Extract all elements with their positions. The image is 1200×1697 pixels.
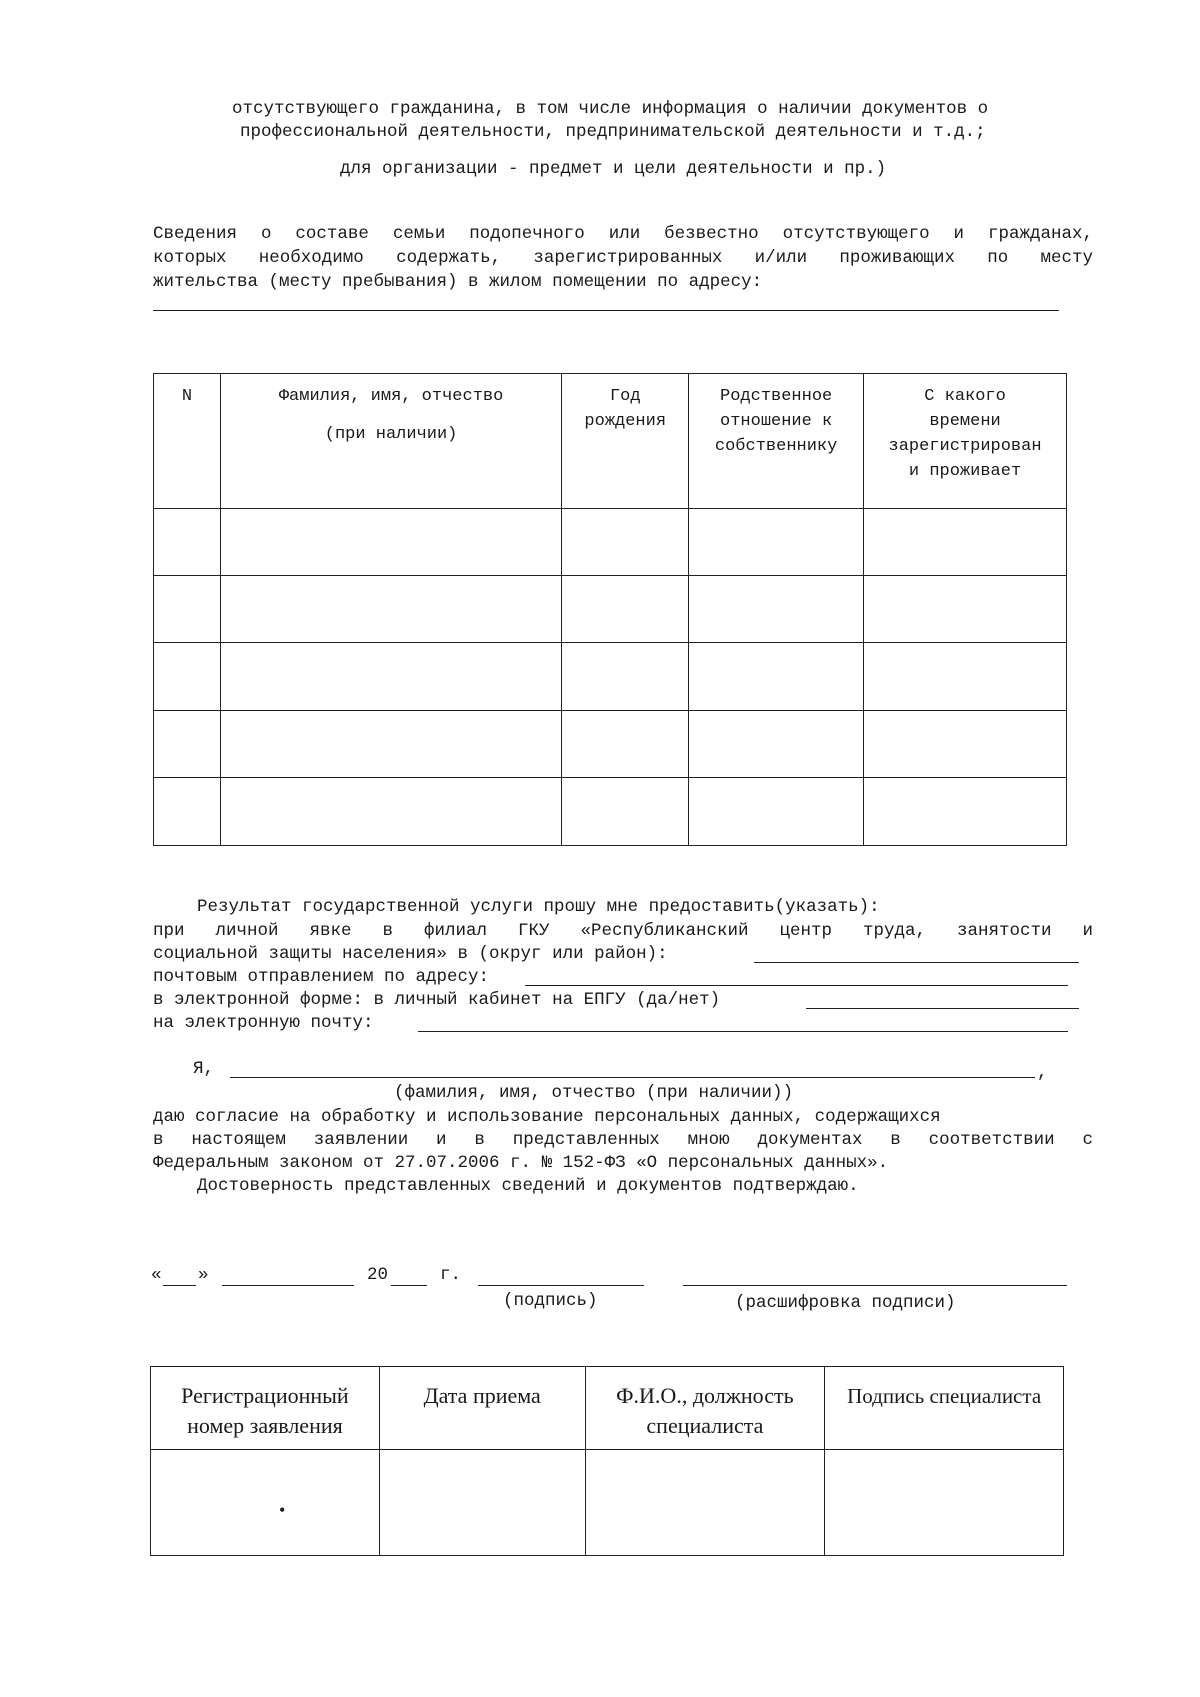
family-table-header (154, 374, 1067, 509)
table-row (154, 643, 1067, 711)
intro-line-2: профессиональной деятельности, предпринимательской деятельности и т.д.; (240, 122, 986, 142)
table-row (151, 1450, 1064, 1556)
result-line-5: в электронной форме: в личный кабинет на ЕПГУ (да/нет) (153, 990, 721, 1010)
district-underline[interactable] (754, 962, 1079, 963)
consent-line-4: Достоверность представленных сведений и документов подтверждаю. (197, 1176, 859, 1196)
registration-table-header (151, 1367, 1064, 1450)
table-row (154, 509, 1067, 576)
fio-caption: (фамилия, имя, отчество (при наличии)) (394, 1083, 794, 1103)
postal-address-underline[interactable] (525, 985, 1068, 986)
result-line-3: социальной защиты населения» в (округ или район): (153, 944, 668, 964)
result-line-2: при личной явке в филиал ГКУ «Республиканский центр труда, занятости и (153, 921, 1093, 941)
date-year-underline[interactable] (391, 1285, 427, 1286)
address-underline[interactable] (153, 310, 1059, 311)
date-day-underline[interactable] (163, 1285, 196, 1286)
table-row (154, 778, 1067, 846)
result-line-1: Результат государственной услуги прошу мне предоставить(указать): (197, 897, 880, 917)
col-number-header: N (154, 374, 221, 509)
col-birth-year-header: Год рождения (562, 374, 689, 509)
year-suffix: г. (440, 1265, 462, 1285)
consent-ya: Я, (193, 1059, 215, 1079)
signature-underline[interactable] (478, 1285, 644, 1286)
email-underline[interactable] (418, 1031, 1068, 1032)
scan-dot-mark: • (279, 1500, 286, 1520)
specialist-signature-header: Подпись специалиста (825, 1367, 1064, 1450)
consent-line-1: даю согласие на обработку и использование персональных данных, содержащихся (153, 1107, 941, 1127)
result-line-6: на электронную почту: (153, 1013, 374, 1033)
signature-caption: (подпись) (503, 1291, 598, 1311)
family-line-2: которых необходимо содержать, зарегистрированных и/или проживающих по месту (153, 248, 1093, 268)
date-quote-close: » (198, 1265, 209, 1285)
consent-line-3: Федеральным законом от 27.07.2006 г. № 152-ФЗ «О персональных данных». (153, 1153, 889, 1173)
registration-table (150, 1366, 1064, 1556)
intro-line-3: для организации - предмет и цели деятельности и пр.) (340, 159, 887, 179)
family-line-3: жительства (месту пребывания) в жилом помещении по адресу: (153, 272, 763, 292)
family-line-1: Сведения о составе семьи подопечного или безвестно отсутствующего и гражданах, (153, 224, 1093, 244)
consent-comma: , (1037, 1063, 1048, 1083)
fio-underline[interactable] (230, 1077, 1035, 1078)
table-row (154, 711, 1067, 778)
decode-caption: (расшифровка подписи) (735, 1293, 956, 1313)
col-registered-since-header: С какого времени зарегистрирован и проживает (864, 374, 1067, 509)
reception-date-header: Дата приема (379, 1367, 585, 1450)
intro-line-1: отсутствующего гражданина, в том числе информация о наличии документов о (232, 99, 989, 119)
col-fio-header: Фамилия, имя, отчество (при наличии) (220, 374, 561, 509)
epgu-underline[interactable] (806, 1008, 1079, 1009)
reg-number-header: Регистрационный номер заявления (151, 1367, 380, 1450)
consent-line-2: в настоящем заявлении и в представленных мною документах в соответствии с (153, 1130, 1093, 1150)
col-relation-header: Родственное отношение к собственнику (689, 374, 864, 509)
family-table (153, 373, 1067, 846)
date-quote-open: « (151, 1265, 162, 1285)
result-line-4: почтовым отправлением по адресу: (153, 967, 490, 987)
specialist-name-header: Ф.И.О., должность специалиста (585, 1367, 825, 1450)
year-prefix: 20 (367, 1265, 389, 1285)
date-month-underline[interactable] (222, 1285, 354, 1286)
signature-decode-underline[interactable] (683, 1285, 1067, 1286)
table-row (154, 576, 1067, 643)
